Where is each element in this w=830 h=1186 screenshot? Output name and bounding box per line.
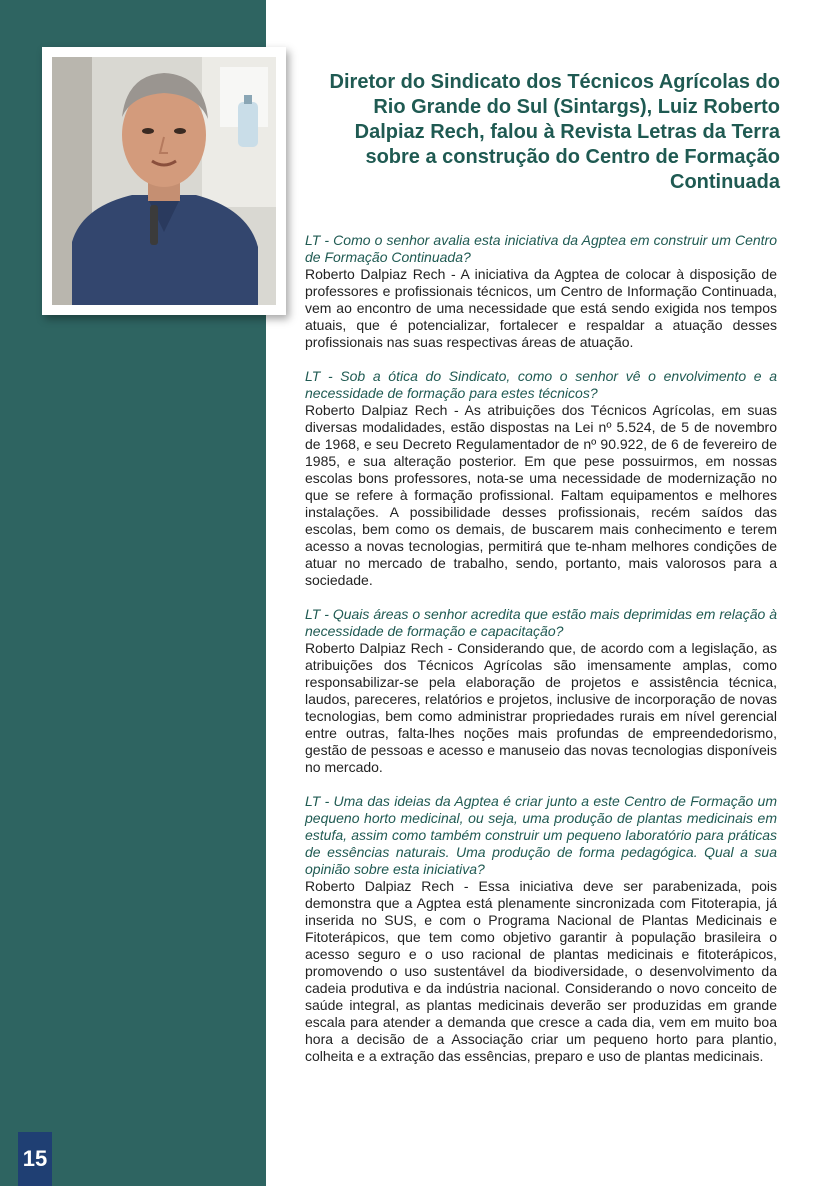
interview-answer: Roberto Dalpiaz Rech - A iniciativa da Agptea de colocar à disposição de professores e profissionais técnicos, um Centro de Informação Continuada, vem ao encontro de uma necessidade que está sendo exigida nos tempos atuais, que é potencializar, fortalecer e respaldar a atuação desses profissionais nas suas respectivas áreas de atuação.	[305, 266, 777, 350]
portrait-illustration	[52, 57, 276, 305]
interview-answer: Roberto Dalpiaz Rech - As atribuições dos Técnicos Agrícolas, em suas diversas modalidades, estão dispostas na Lei nº 5.524, de 5 de novembro de 1968, e seu Decreto Regulamentador de nº 90.922, de 6 de fevereiro de 1985, e sua alteração posterior. Em que pese possuirmos, em nossas escolas bons professores, nota-se uma necessidade de modernização no que se refere à formação profissional. Faltam equipamentos e melhores instalações. A possibilidade desses profissionais, recém saídos das escolas, bem como os demais, de buscarem mais conhecimento e terem acesso a novas tecnologias, permitirá que te-nham melhores condições de atuar no mercado de trabalho, sendo, portanto, mais valorosos para a sociedade.	[305, 402, 777, 588]
page-number: 15	[18, 1132, 52, 1186]
qa-block	[305, 368, 777, 589]
article-headline: Diretor do Sindicato dos Técnicos Agrícolas do Rio Grande do Sul (Sintargs), Luiz Roberto Dalpiaz Rech, falou à Revista Letras da Terra sobre a construção do Centro de Formação Continuada	[329, 71, 780, 193]
interview-question: LT - Quais áreas o senhor acredita que estão mais deprimidas em relação à necessidade de formação e capacitação?	[305, 606, 777, 639]
qa-block	[305, 793, 777, 1065]
qa-block	[305, 232, 777, 351]
interview-question: LT - Como o senhor avalia esta iniciativa da Agptea em construir um Centro de Formação Continuada?	[305, 232, 777, 265]
interview-question: LT - Sob a ótica do Sindicato, como o senhor vê o envolvimento e a necessidade de formação para estes técnicos?	[305, 368, 777, 401]
interview-answer: Roberto Dalpiaz Rech - Considerando que, de acordo com a legislação, as atribuições dos Técnicos Agrícolas são imensamente amplas, como responsabilizar-se pela elaboração de projetos e assistência técnica, laudos, pareceres, relatórios e projetos, inclusive de incorporação de novas tecnologias, bem como administrar propriedades rurais em nível gerencial entre outras, falta-lhes noções mais profundas de empreendedorismo, gestão de pessoas e acesso e manuseio das novas tecnologias disponíveis no mercado.	[305, 640, 777, 775]
interview-question: LT - Uma das ideias da Agptea é criar junto a este Centro de Formação um pequeno horto medicinal, ou seja, uma produção de plantas medicinais em estufa, assim como também construir um pequeno laboratório para práticas de essências naturais. Uma produção de forma pedagógica. Qual a sua opinião sobre esta iniciativa?	[305, 793, 777, 877]
interview-answer: Roberto Dalpiaz Rech - Essa iniciativa deve ser parabenizada, pois demonstra que a Agptea está plenamente sincronizada com Fitoterapia, já inserida no SUS, e com o Programa Nacional de Plantas Medicinais e Fitoterápicos, que tem como objetivo garantir à população brasileira o acesso seguro e o uso racional de plantas medicinais e fitoterápicos, promovendo o uso sustentável da biodiversidade, o desenvolvimento da cadeia produtiva e da indústria nacional. Considerando o novo conceito de saúde integral, as plantas medicinais deverão ser produzidas em grande escala para atender a demanda que cresce a cada dia, vem em muito boa hora a decisão de a Associação criar um pequeno horto para plantio, colheita e a extração das essências, preparo e uso de plantas medicinais.	[305, 878, 777, 1064]
portrait-photo	[52, 57, 276, 305]
qa-block	[305, 606, 777, 776]
interview-body	[305, 232, 777, 1082]
portrait-frame	[42, 47, 286, 315]
